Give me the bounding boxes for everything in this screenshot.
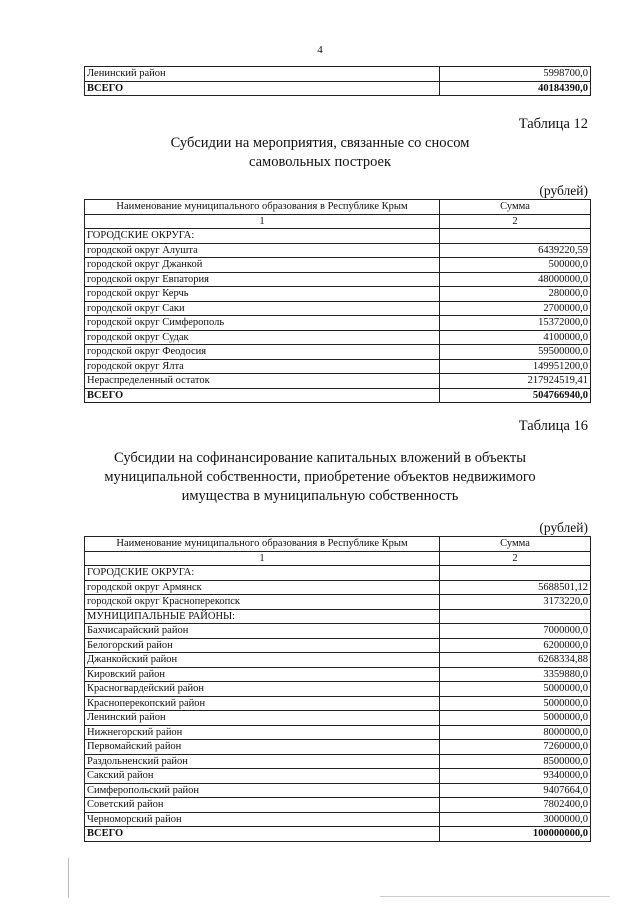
name-cell: Бахчисарайский район [85,624,440,639]
amount-cell: 100000000,0 [440,827,591,842]
table-row [85,638,591,653]
name-cell: Советский район [85,798,440,813]
table-row [85,580,591,595]
amount-cell: 48000000,0 [440,272,591,287]
name-cell: Наименование муниципального образования в Республике Крым [85,200,440,215]
table-row [85,287,591,302]
name-cell: городской округ Саки [85,301,440,316]
name-cell: городской округ Джанкой [85,258,440,273]
total-row [85,388,591,403]
amount-cell [440,229,591,244]
name-cell: Нераспределенный остаток [85,374,440,389]
amount-cell: 6439220,59 [440,243,591,258]
table16-label: Таблица 16 [518,418,588,434]
table-row [85,359,591,374]
amount-cell [440,566,591,581]
amount-cell: Сумма [440,537,591,552]
table12-caption-line: Субсидии на мероприятия, связанные со сносом [170,135,470,151]
name-cell: 1 [85,551,440,566]
page-number: 4 [317,44,323,56]
name-cell: городской округ Алушта [85,243,440,258]
name-cell: городской округ Ялта [85,359,440,374]
amount-cell: 2700000,0 [440,301,591,316]
name-cell: городской округ Евпатория [85,272,440,287]
amount-cell: 4100000,0 [440,330,591,345]
amount-cell: 504766940,0 [440,388,591,403]
name-cell: ГОРОДСКИЕ ОКРУГА: [85,229,440,244]
table-row [85,595,591,610]
table12-caption [0,134,640,172]
name-cell: Первомайский район [85,740,440,755]
amount-cell: 15372000,0 [440,316,591,331]
amount-cell: 2 [440,551,591,566]
column-number-row [85,551,591,566]
table16-caption-line: Субсидии на софинансирование капитальных вложений в объекты [114,450,526,466]
amount-cell: 7260000,0 [440,740,591,755]
scan-bottom-line [380,896,610,897]
amount-cell: 5688501,12 [440,580,591,595]
table-row [85,798,591,813]
amount-cell: 9407664,0 [440,783,591,798]
amount-cell: 8500000,0 [440,754,591,769]
table-row [85,769,591,784]
name-cell: Нижнегорский район [85,725,440,740]
amount-cell: 7802400,0 [440,798,591,813]
name-cell: Наименование муниципального образования в Республике Крым [85,537,440,552]
name-cell: Черноморский район [85,812,440,827]
table12-units: (рублей) [539,183,588,198]
name-cell: Кировский район [85,667,440,682]
name-cell: Джанкойский район [85,653,440,668]
name-cell: Ленинский район [85,711,440,726]
table-row [85,783,591,798]
name-cell: городской округ Феодосия [85,345,440,360]
scan-margin-mark [68,858,69,898]
table-row [85,740,591,755]
name-cell: Ленинский район [85,67,440,82]
table12-label: Таблица 12 [518,116,588,132]
table12 [84,199,591,403]
amount-cell: 5000000,0 [440,711,591,726]
table-row [85,301,591,316]
amount-cell: 7000000,0 [440,624,591,639]
amount-cell: 3173220,0 [440,595,591,610]
name-cell: городской округ Керчь [85,287,440,302]
amount-cell: 2 [440,214,591,229]
amount-cell: 3359880,0 [440,667,591,682]
column-number-row [85,214,591,229]
name-cell: городской округ Судак [85,330,440,345]
table-row [85,711,591,726]
name-cell: 1 [85,214,440,229]
amount-cell: 8000000,0 [440,725,591,740]
amount-cell: Сумма [440,200,591,215]
amount-cell: 280000,0 [440,287,591,302]
table-row [85,725,591,740]
top-table-body [85,67,591,96]
amount-cell: 217924519,41 [440,374,591,389]
table-row [85,316,591,331]
table-row [85,696,591,711]
table-row [85,67,591,82]
top-table [84,66,591,96]
amount-cell: 149951200,0 [440,359,591,374]
table-row [85,609,591,624]
table16-caption-line: муниципальной собственности, приобретение объектов недвижимого [104,469,536,485]
amount-cell: 59500000,0 [440,345,591,360]
table-row [85,812,591,827]
amount-cell: 5998700,0 [440,67,591,82]
table-row [85,754,591,769]
table16-caption [0,449,640,506]
table-row [85,624,591,639]
table-row [85,272,591,287]
name-cell: городской округ Симферополь [85,316,440,331]
table-row [85,653,591,668]
name-cell: ВСЕГО [85,388,440,403]
table-row [85,243,591,258]
name-cell: городской округ Красноперекопск [85,595,440,610]
table16 [84,536,591,842]
amount-cell: 6200000,0 [440,638,591,653]
table-row [85,374,591,389]
table-row [85,229,591,244]
name-cell: Раздольненский район [85,754,440,769]
table-row [85,682,591,697]
table-row [85,566,591,581]
table-row [85,258,591,273]
table16-units: (рублей) [539,520,588,535]
total-row [85,827,591,842]
amount-cell [440,609,591,624]
table-row [85,345,591,360]
table12-caption-line: самовольных построек [249,154,391,170]
name-cell: Симферопольский район [85,783,440,798]
table-header-row [85,200,591,215]
amount-cell: 3000000,0 [440,812,591,827]
name-cell: ГОРОДСКИЕ ОКРУГА: [85,566,440,581]
name-cell: МУНИЦИПАЛЬНЫЕ РАЙОНЫ: [85,609,440,624]
amount-cell: 500000,0 [440,258,591,273]
name-cell: городской округ Армянск [85,580,440,595]
table12-body [85,200,591,403]
table-header-row [85,537,591,552]
name-cell: Красноперекопский район [85,696,440,711]
amount-cell: 9340000,0 [440,769,591,784]
table16-caption-line: имущества в муниципальную собственность [181,488,459,504]
amount-cell: 40184390,0 [440,81,591,96]
name-cell: Белогорский район [85,638,440,653]
name-cell: ВСЕГО [85,81,440,96]
amount-cell: 6268334,88 [440,653,591,668]
table-row [85,330,591,345]
table16-body [85,537,591,842]
amount-cell: 5000000,0 [440,682,591,697]
name-cell: ВСЕГО [85,827,440,842]
table-row [85,667,591,682]
amount-cell: 5000000,0 [440,696,591,711]
total-row [85,81,591,96]
name-cell: Красногвардейский район [85,682,440,697]
name-cell: Сакский район [85,769,440,784]
